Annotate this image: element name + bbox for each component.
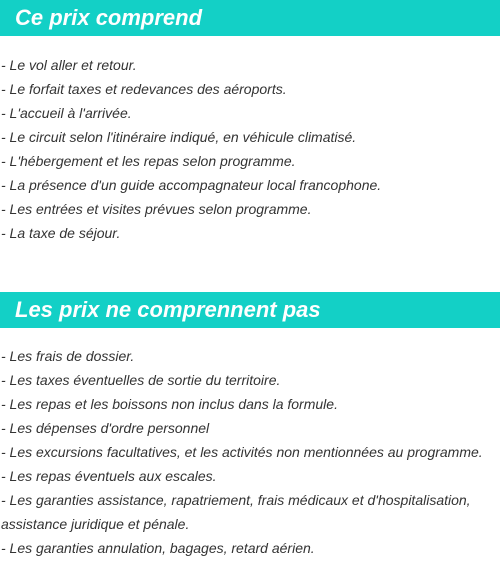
excluded-item: - Les frais de dossier.: [1, 348, 135, 364]
included-item: - La taxe de séjour.: [1, 225, 121, 241]
excluded-item: - Les dépenses d'ordre personnel: [1, 420, 210, 436]
excluded-item: - Les excursions facultatives, et les activités non mentionnées au programme.: [1, 444, 483, 460]
excluded-item: - Les garanties assistance, rapatriement, frais médicaux et d'hospitalisation, assistance juridique et pénale.: [1, 492, 471, 532]
included-item: - Les entrées et visites prévues selon programme.: [1, 201, 312, 217]
included-list: [0, 53, 500, 245]
excluded-title: Les prix ne comprennent pas: [0, 292, 500, 328]
excluded-item: - Les garanties annulation, bagages, retard aérien.: [1, 540, 315, 556]
included-item: - Le forfait taxes et redevances des aéroports.: [1, 81, 287, 97]
included-item: - La présence d'un guide accompagnateur local francophone.: [1, 177, 382, 193]
excluded-item: - Les repas éventuels aux escales.: [1, 468, 217, 484]
excluded-section: [0, 292, 500, 560]
included-item: - L'accueil à l'arrivée.: [1, 105, 132, 121]
excluded-item: - Les repas et les boissons non inclus dans la formule.: [1, 396, 338, 412]
excluded-item: - Les taxes éventuelles de sortie du territoire.: [1, 372, 281, 388]
included-section: [0, 0, 500, 245]
excluded-list: [0, 344, 500, 560]
included-item: - Le circuit selon l'itinéraire indiqué, en véhicule climatisé.: [1, 129, 357, 145]
included-title: Ce prix comprend: [0, 0, 500, 36]
included-item: - Le vol aller et retour.: [1, 57, 137, 73]
included-item: - L'hébergement et les repas selon programme.: [1, 153, 296, 169]
